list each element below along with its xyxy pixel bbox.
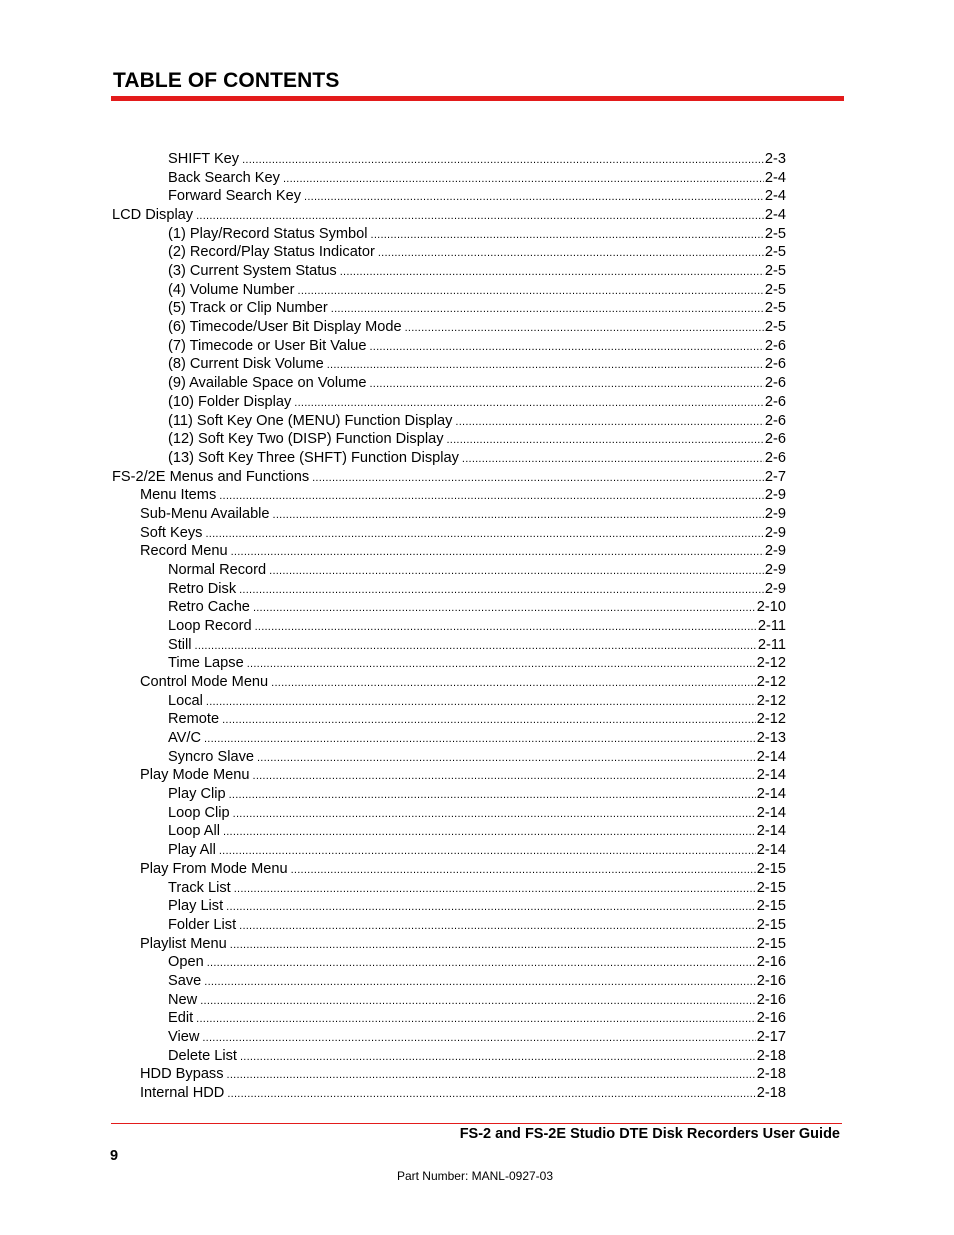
toc-entry[interactable] xyxy=(168,991,786,1010)
toc-entry-label: Sub-Menu Available xyxy=(140,505,270,522)
toc-dot-leader xyxy=(271,675,756,692)
toc-dot-leader xyxy=(196,1011,756,1028)
toc-entry-label: (12) Soft Key Two (DISP) Function Display xyxy=(168,431,444,448)
toc-dot-leader xyxy=(273,507,764,524)
toc-entry-label: (8) Current Disk Volume xyxy=(168,356,324,373)
toc-entry-label: Loop Record xyxy=(168,618,252,634)
toc-entry-page: 2-14 xyxy=(756,823,786,840)
toc-entry[interactable] xyxy=(168,449,786,468)
toc-entry[interactable] xyxy=(168,580,786,599)
toc-entry-page: 2-4 xyxy=(764,207,786,224)
toc-entry[interactable] xyxy=(168,748,786,767)
toc-entry-page: 2-5 xyxy=(764,263,786,280)
toc-dot-leader xyxy=(200,993,756,1010)
toc-entry-label: Record Menu xyxy=(140,543,228,560)
toc-entry-label: (1) Play/Record Status Symbol xyxy=(168,225,368,242)
toc-entry-page: 2-6 xyxy=(764,412,786,429)
toc-entry-label: Play Clip xyxy=(168,786,226,803)
toc-entry-label: AV/C xyxy=(168,730,201,747)
toc-entry-page: 2-5 xyxy=(764,300,786,317)
toc-entry[interactable] xyxy=(168,355,786,374)
toc-entry-label: Loop All xyxy=(168,823,220,840)
toc-dot-leader xyxy=(331,301,764,318)
toc-entry-page: 2-12 xyxy=(756,655,786,672)
toc-entry[interactable] xyxy=(140,505,786,524)
toc-entry-page: 2-12 xyxy=(756,711,786,728)
toc-entry-page: 2-16 xyxy=(756,991,786,1008)
toc-entry[interactable] xyxy=(112,206,786,225)
toc-dot-leader xyxy=(304,189,764,206)
toc-entry[interactable] xyxy=(168,692,786,711)
toc-dot-leader xyxy=(239,918,756,935)
toc-entry-label: Loop Clip xyxy=(168,804,230,821)
toc-entry[interactable] xyxy=(140,524,786,543)
toc-entry-label: New xyxy=(168,991,198,1008)
toc-entry-page: 2-9 xyxy=(764,524,786,541)
toc-dot-leader xyxy=(204,974,756,991)
toc-entry-page: 2-6 xyxy=(764,356,786,373)
toc-dot-leader xyxy=(234,881,756,898)
toc-entry[interactable] xyxy=(168,1009,786,1028)
toc-entry-label: Delete List xyxy=(168,1047,237,1064)
toc-entry-label: Play List xyxy=(168,898,224,915)
toc-entry-label: Remote xyxy=(168,711,220,728)
toc-entry[interactable] xyxy=(168,393,786,412)
toc-entry-page: 2-6 xyxy=(764,337,786,354)
toc-dot-leader xyxy=(240,1049,756,1066)
toc-entry[interactable] xyxy=(140,860,786,879)
toc-entry[interactable] xyxy=(140,486,786,505)
toc-entry-label: (6) Timecode/User Bit Display Mode xyxy=(168,319,402,336)
toc-entry-label: FS-2/2E Menus and Functions xyxy=(112,468,310,485)
toc-entry-label: (5) Track or Clip Number xyxy=(168,300,328,317)
toc-dot-leader xyxy=(455,414,764,431)
toc-entry-page: 2-16 xyxy=(756,972,786,989)
toc-entry-label: (13) Soft Key Three (SHFT) Function Display xyxy=(168,449,459,466)
footer-guide-title: FS-2 and FS-2E Studio DTE Disk Recorders User Guide xyxy=(459,1126,840,1142)
toc-entry-page: 2-6 xyxy=(764,393,786,410)
toc-entry-label: Track List xyxy=(168,879,231,896)
toc-entry[interactable] xyxy=(168,654,786,673)
toc-entry-label: Save xyxy=(168,972,202,989)
toc-entry[interactable] xyxy=(168,804,786,823)
toc-entry-label: (7) Timecode or User Bit Value xyxy=(168,337,367,354)
toc-entry-label: Soft Keys xyxy=(140,524,203,541)
toc-entry[interactable] xyxy=(168,281,786,300)
toc-entry-page: 2-11 xyxy=(757,618,786,634)
toc-entry-page: 2-9 xyxy=(764,487,786,504)
toc-entry-label: Edit xyxy=(168,1010,194,1027)
toc-entry[interactable] xyxy=(168,822,786,841)
toc-entry-label: Folder List xyxy=(168,916,237,933)
toc-entry-label: Local xyxy=(168,692,203,709)
toc-entry-label: (2) Record/Play Status Indicator xyxy=(168,244,375,261)
toc-entry-page: 2-9 xyxy=(764,580,786,597)
toc-dot-leader xyxy=(231,544,764,561)
toc-entry-label: Play All xyxy=(168,842,216,859)
toc-entry-label: (9) Available Space on Volume xyxy=(168,375,367,392)
toc-dot-leader xyxy=(327,357,764,374)
toc-entry-page: 2-15 xyxy=(756,860,786,877)
toc-dot-leader xyxy=(340,264,764,281)
toc-entry[interactable] xyxy=(168,374,786,393)
toc-entry[interactable] xyxy=(168,636,786,655)
toc-entry[interactable] xyxy=(168,243,786,262)
toc-entry-page: 2-11 xyxy=(757,636,786,653)
toc-entry[interactable] xyxy=(140,673,786,692)
toc-entry-label: Retro Cache xyxy=(168,599,250,616)
toc-entry-page: 2-16 xyxy=(756,954,786,971)
toc-entry-page: 2-16 xyxy=(756,1010,786,1027)
toc-entry-page: 2-5 xyxy=(764,244,786,261)
toc-dot-leader xyxy=(219,488,764,505)
toc-dot-leader xyxy=(294,395,764,412)
toc-dot-leader xyxy=(291,862,756,879)
toc-entry-label: Open xyxy=(168,954,204,971)
toc-dot-leader xyxy=(202,1030,755,1047)
toc-dot-leader xyxy=(242,152,764,169)
toc-entry[interactable] xyxy=(168,412,786,431)
toc-dot-leader xyxy=(378,245,764,262)
toc-entry-label: View xyxy=(168,1028,200,1045)
toc-entry-page: 2-4 xyxy=(764,169,786,186)
toc-entry[interactable] xyxy=(168,337,786,356)
toc-entry-page: 2-4 xyxy=(764,188,786,205)
toc-dot-leader xyxy=(371,227,764,244)
toc-dot-leader xyxy=(229,787,756,804)
toc-entry[interactable] xyxy=(140,766,786,785)
toc-entry-label: Play From Mode Menu xyxy=(140,860,288,877)
toc-dot-leader xyxy=(226,899,756,916)
toc-entry-label: Retro Disk xyxy=(168,580,237,597)
toc-dot-leader xyxy=(222,712,756,729)
toc-dot-leader xyxy=(227,1086,755,1103)
toc-entry-page: 2-6 xyxy=(764,449,786,466)
toc-entry[interactable] xyxy=(140,935,786,954)
toc-entry-page: 2-18 xyxy=(756,1066,786,1083)
toc-entry-page: 2-14 xyxy=(756,842,786,859)
toc-dot-leader xyxy=(447,432,764,449)
toc-dot-leader xyxy=(233,806,756,823)
toc-entry-page: 2-6 xyxy=(764,375,786,392)
toc-dot-leader xyxy=(207,955,756,972)
toc-dot-leader xyxy=(462,451,764,468)
toc-entry[interactable] xyxy=(168,1047,786,1066)
page-number: 9 xyxy=(110,1148,119,1164)
toc-entry-page: 2-5 xyxy=(764,319,786,336)
toc-entry-page: 2-3 xyxy=(764,151,786,167)
part-number: Part Number: MANL-0927-03 xyxy=(396,1169,554,1183)
toc-entry[interactable] xyxy=(168,225,786,244)
toc-entry[interactable] xyxy=(140,542,786,561)
toc-dot-leader xyxy=(312,470,764,487)
toc-entry-label: Syncro Slave xyxy=(168,748,254,765)
title-divider xyxy=(111,96,844,101)
toc-entry-page: 2-6 xyxy=(764,431,786,448)
toc-dot-leader xyxy=(206,694,756,711)
toc-entry-label: (3) Current System Status xyxy=(168,263,337,280)
toc-entry-page: 2-5 xyxy=(764,281,786,298)
toc-entry[interactable] xyxy=(168,430,786,449)
toc-entry-page: 2-12 xyxy=(756,674,786,691)
toc-dot-leader xyxy=(255,619,757,636)
toc-entry-page: 2-18 xyxy=(756,1085,786,1101)
toc-entry-page: 2-15 xyxy=(756,898,786,915)
toc-entry-page: 2-5 xyxy=(764,225,786,242)
toc-dot-leader xyxy=(219,843,756,860)
toc-entry[interactable] xyxy=(168,879,786,898)
toc-entry-page: 2-15 xyxy=(756,935,786,952)
toc-dot-leader xyxy=(257,750,756,767)
toc-entry-page: 2-9 xyxy=(764,543,786,560)
toc-entry[interactable] xyxy=(168,598,786,617)
toc-dot-leader xyxy=(369,339,763,356)
toc-entry-label: Still xyxy=(168,636,192,653)
toc-entry[interactable] xyxy=(168,841,786,860)
toc-entry-label: Playlist Menu xyxy=(140,935,227,952)
toc-entry-page: 2-14 xyxy=(756,748,786,765)
toc-entry-page: 2-9 xyxy=(764,561,786,578)
toc-dot-leader xyxy=(370,376,764,393)
toc-dot-leader xyxy=(239,582,764,599)
toc-entry-page: 2-14 xyxy=(756,786,786,803)
toc-entry-label: (10) Folder Display xyxy=(168,393,292,410)
footer-divider xyxy=(111,1123,842,1124)
toc-entry-label: Menu Items xyxy=(140,487,217,504)
toc-entry[interactable] xyxy=(168,710,786,729)
toc-entry-page: 2-10 xyxy=(756,599,786,616)
toc-dot-leader xyxy=(405,320,764,337)
toc-entry[interactable] xyxy=(168,972,786,991)
toc-entry[interactable] xyxy=(168,785,786,804)
toc-entry[interactable] xyxy=(168,617,786,636)
toc-dot-leader xyxy=(195,638,757,655)
toc-entry[interactable] xyxy=(168,916,786,935)
toc-entry-page: 2-18 xyxy=(756,1047,786,1064)
toc-entry-label: (11) Soft Key One (MENU) Function Display xyxy=(168,412,453,429)
toc-entry[interactable] xyxy=(168,299,786,318)
toc-dot-leader xyxy=(298,283,764,300)
page-title: TABLE OF CONTENTS xyxy=(113,69,340,92)
toc-entry[interactable] xyxy=(168,953,786,972)
toc-entry[interactable] xyxy=(168,729,786,748)
toc-dot-leader xyxy=(247,656,756,673)
toc-entry-page: 2-9 xyxy=(764,505,786,522)
toc-entry-page: 2-15 xyxy=(756,879,786,896)
toc-dot-leader xyxy=(204,731,756,748)
toc-entry[interactable] xyxy=(168,318,786,337)
toc-entry[interactable] xyxy=(168,150,786,169)
toc-entry-label: HDD Bypass xyxy=(140,1066,224,1083)
toc-entry-label: Control Mode Menu xyxy=(140,674,269,691)
toc-entry-page: 2-13 xyxy=(756,730,786,747)
toc-dot-leader xyxy=(269,563,764,580)
toc-entry-label: SHIFT Key xyxy=(168,151,240,167)
toc-entry-label: LCD Display xyxy=(112,207,194,224)
toc-entry[interactable] xyxy=(168,1028,786,1047)
toc-entry-label: Time Lapse xyxy=(168,655,244,672)
toc-dot-leader xyxy=(283,171,764,188)
toc-entry-label: Play Mode Menu xyxy=(140,767,250,784)
toc-entry[interactable] xyxy=(140,1084,786,1103)
toc-entry-page: 2-14 xyxy=(756,804,786,821)
toc-dot-leader xyxy=(205,526,763,543)
toc-entry-page: 2-12 xyxy=(756,692,786,709)
toc-entry-page: 2-15 xyxy=(756,916,786,933)
toc-dot-leader xyxy=(230,937,756,954)
toc-entry[interactable] xyxy=(140,1065,786,1084)
toc-dot-leader xyxy=(253,600,756,617)
toc-entry-label: (4) Volume Number xyxy=(168,281,295,298)
toc-entry[interactable] xyxy=(112,468,786,487)
toc-dot-leader xyxy=(196,208,764,225)
toc-dot-leader xyxy=(227,1067,756,1084)
toc-entry-page: 2-14 xyxy=(756,767,786,784)
toc-entry[interactable] xyxy=(168,561,786,580)
toc-dot-leader xyxy=(223,824,756,841)
toc-entry[interactable] xyxy=(168,169,786,188)
toc-entry-label: Normal Record xyxy=(168,561,267,578)
toc-entry[interactable] xyxy=(168,187,786,206)
toc-entry-label: Back Search Key xyxy=(168,169,280,186)
toc-entry-page: 2-7 xyxy=(764,468,786,485)
toc-entry[interactable] xyxy=(168,897,786,916)
toc-entry-label: Internal HDD xyxy=(140,1085,225,1101)
toc-entry-label: Forward Search Key xyxy=(168,188,302,205)
toc-dot-leader xyxy=(253,768,756,785)
toc-entry-page: 2-17 xyxy=(756,1028,786,1045)
toc-entry[interactable] xyxy=(168,262,786,281)
